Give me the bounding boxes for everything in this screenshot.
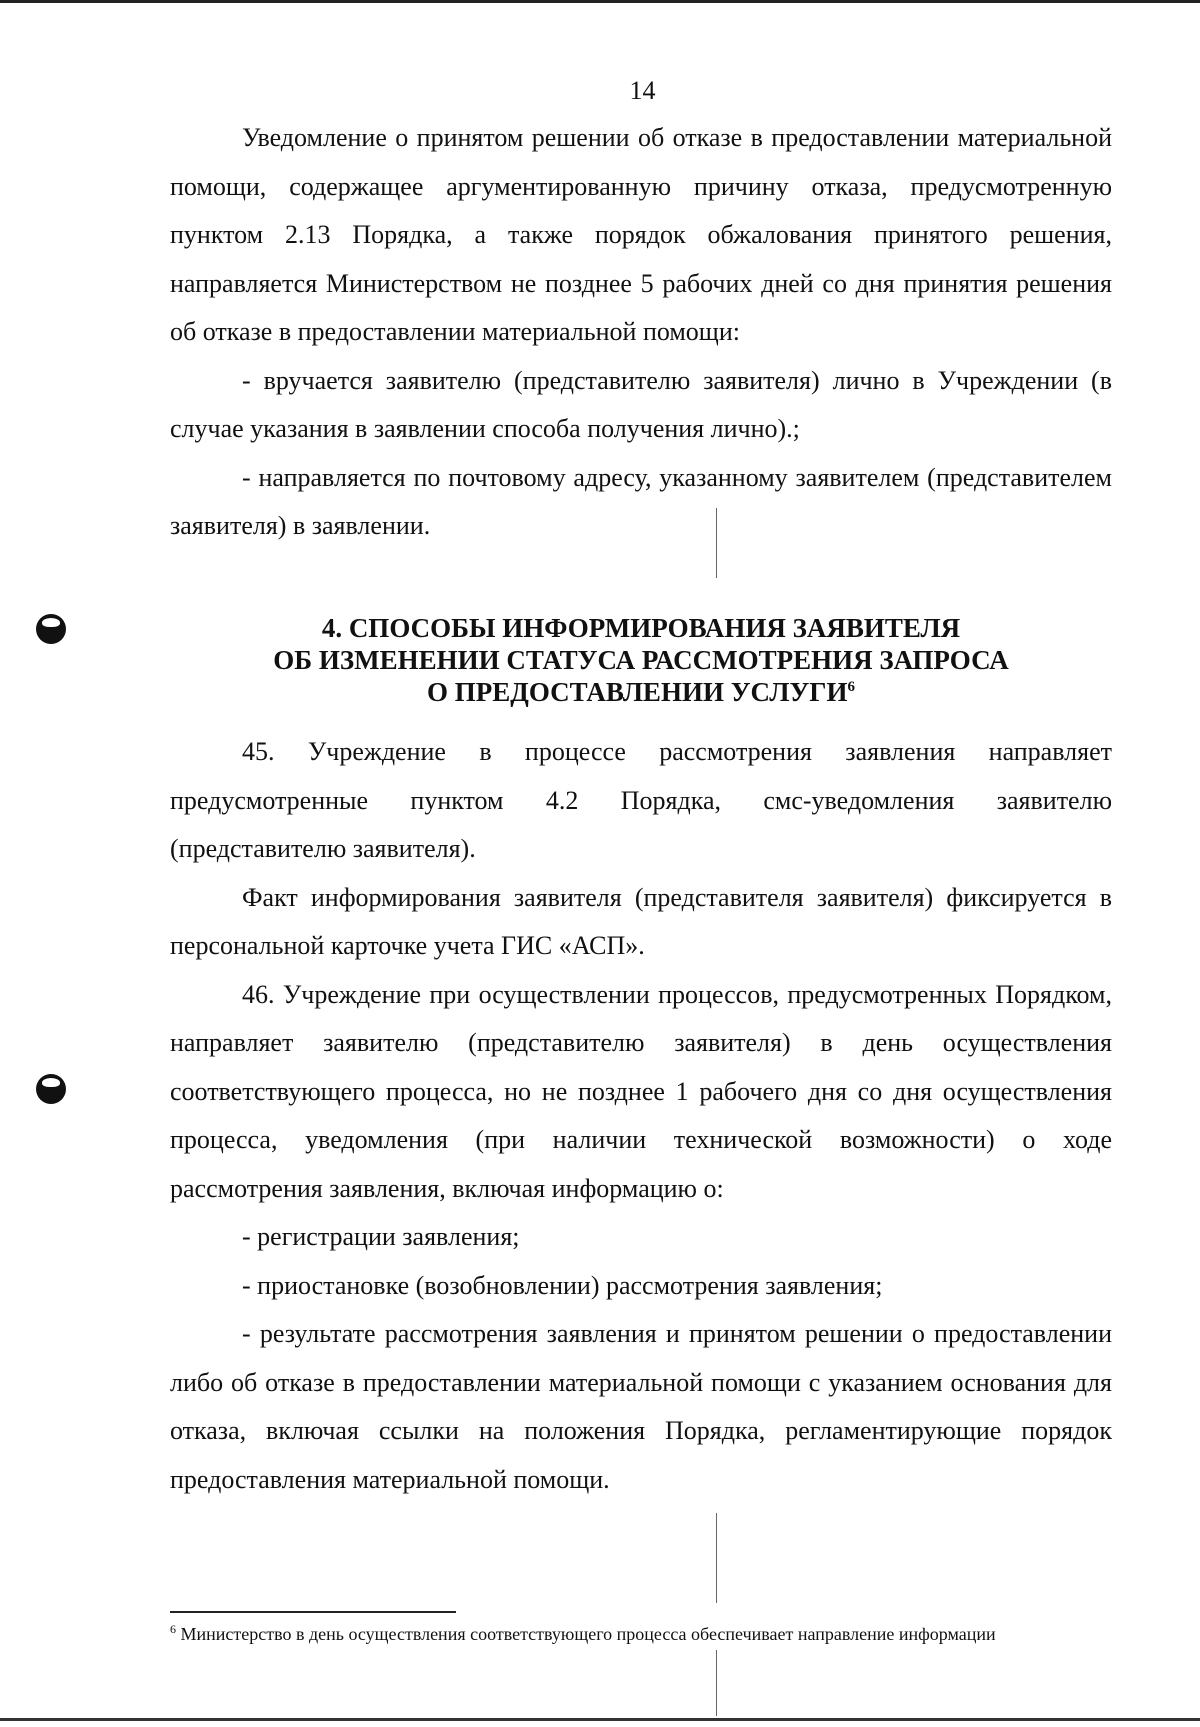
punch-hole-icon (36, 1074, 66, 1104)
scan-artifact (716, 1650, 717, 1716)
footnote-text: Министерство в день осуществления соответствующего процесса обеспечивает направление информации (180, 1624, 996, 1644)
heading-line-3-text: О ПРЕДОСТАВЛЕНИИ УСЛУГИ (427, 677, 848, 707)
scan-artifact (716, 1513, 717, 1603)
section-3-tail (170, 114, 1112, 551)
page-number: 14 (629, 76, 656, 105)
paragraph-46: 46. Учреждение при осуществлении процессов, предусмотренных Порядком, направляет заявителю (представителю заявителя) в день осуществления соответствующего процесса, но не позднее 1 рабочего дня со дня осуществления процесса, уведомления (при наличии технической возможности) о ходе рассмотрения заявления, включая информацию о: (170, 979, 1112, 1203)
heading-line-2: ОБ ИЗМЕНЕНИИ СТАТУСА РАССМОТРЕНИЯ ЗАПРОСА (273, 645, 1009, 675)
scan-bottom-edge (0, 1718, 1200, 1721)
heading-line-1: 4. СПОСОБЫ ИНФОРМИРОВАНИЯ ЗАЯВИТЕЛЯ (321, 613, 961, 643)
section-4-body (170, 728, 1112, 1504)
list-item-registration: - регистрации заявления; (242, 1222, 520, 1251)
scan-top-edge (0, 0, 1200, 3)
footnote-mark: 6 (170, 1622, 176, 1636)
list-item-delivered: - вручается заявителю (представителю заявителя) лично в Учреждении (в случае указания в заявлении способа получения лично).; (170, 365, 1112, 443)
list-item-result: - результате рассмотрения заявления и принятом решении о предоставлении либо об отказе в предоставлении материальной помощи с указанием основания для отказа, включая ссылки на положения Порядка, регламентирующие порядок предоставления материальной помощи. (170, 1319, 1112, 1494)
section-4-heading (170, 612, 1112, 708)
list-item-suspension: - приостановке (возобновлении) рассмотрения заявления; (242, 1270, 883, 1300)
heading-line-3 (170, 676, 1112, 708)
list-item-mailed: - направляется по почтовому адресу, указанному заявителем (представителем заявителя) в заявлении. (170, 462, 1112, 540)
footnote-reference: 6 (847, 679, 855, 695)
footnote-separator (170, 1611, 456, 1613)
punch-hole-icon (36, 614, 66, 644)
paragraph-notification: Уведомление о принятом решении об отказе в предоставлении материальной помощи, содержащее аргументированную причину отказа, предусмотренную пунктом 2.13 Порядка, а также порядок обжалования принятого решения, направляется Министерством не позднее 5 рабочих дней со дня принятия решения об отказе в предоставлении материальной помощи: (170, 123, 1112, 346)
footnote (170, 1622, 1120, 1646)
paragraph-45: 45. Учреждение в процессе рассмотрения заявления направляет предусмотренные пунктом 4.2 Порядка, смс-уведомления заявителю (представителю заявителя). (170, 737, 1112, 863)
paragraph-fact: Факт информирования заявителя (представителя заявителя) фиксируется в персональной карточке учета ГИС «АСП». (170, 882, 1112, 960)
